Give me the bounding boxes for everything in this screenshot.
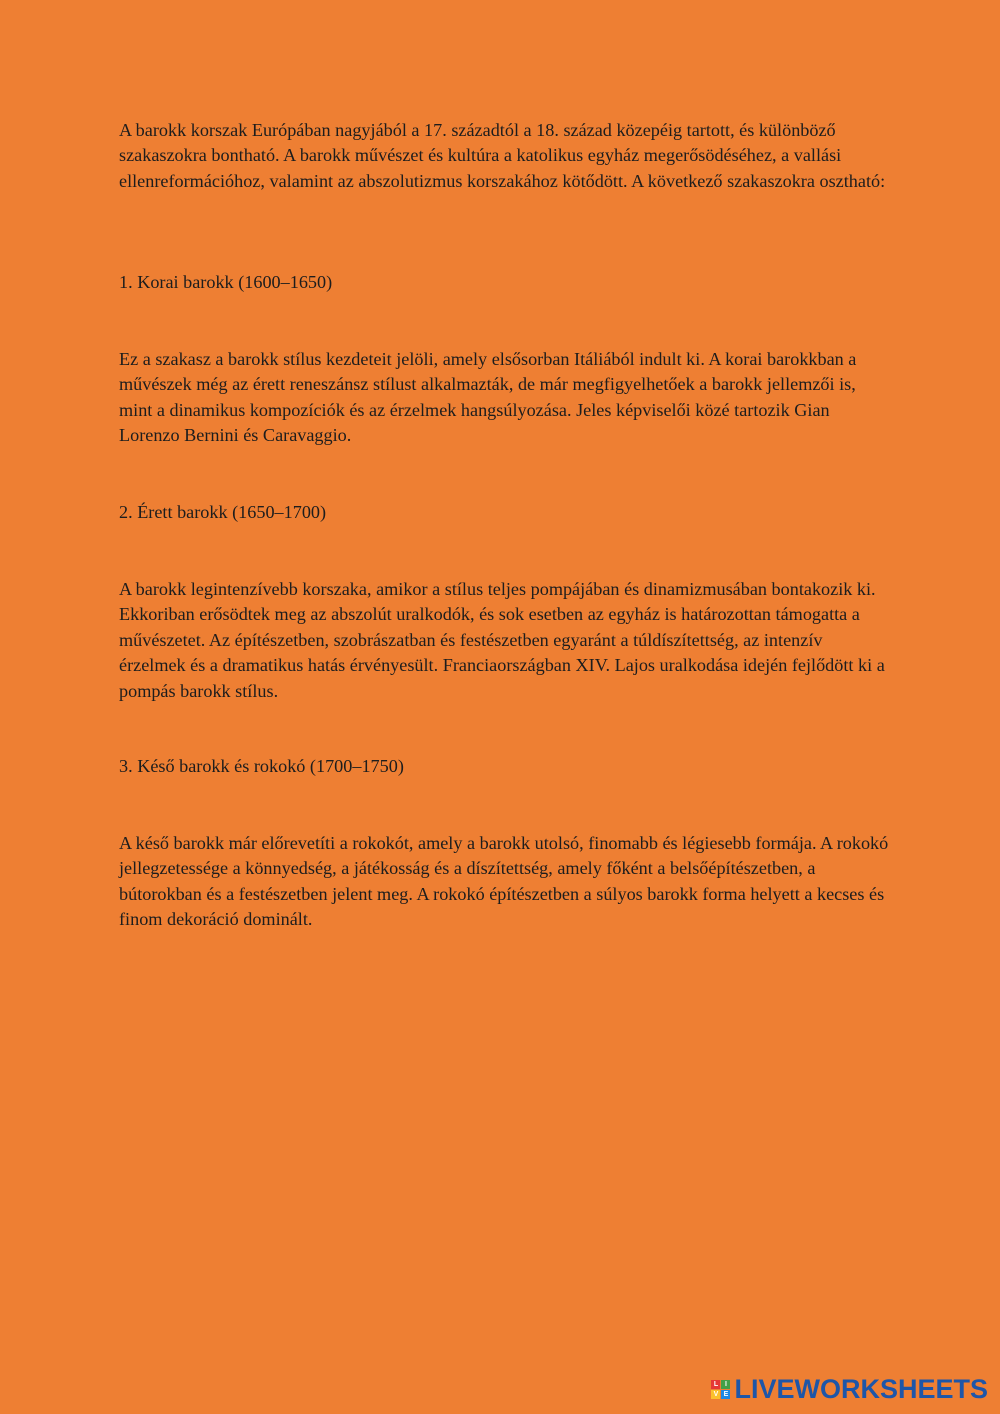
section-heading-late-baroque-rococo: 3. Késő barokk és rokokó (1700–1750) — [119, 756, 404, 776]
section-text-late-baroque-rococo: A késő barokk már előrevetíti a rokokót, amely a barokk utolsó, finomabb és légiesebb formája. A rokokó jellegzetessége a könnyedség, a játékosság és a díszítettség, amely főként a belsőépítészetben, a bútorokban és a festészetben jelent meg. A rokokó építészetben a súlyos barokk forma helyett a kecses és finom dekoráció dominált. — [119, 833, 889, 930]
liveworksheets-logo-icon — [711, 1380, 730, 1399]
logo-icon-letter-e: E — [721, 1390, 730, 1399]
logo-icon-letter-l: L — [711, 1380, 720, 1389]
section-heading-early-baroque: 1. Korai barokk (1600–1650) — [119, 272, 333, 292]
logo-text: LIVEWORKSHEETS — [734, 1373, 988, 1404]
liveworksheets-logo — [711, 1374, 988, 1404]
logo-icon-letter-i: I — [721, 1380, 730, 1389]
section-heading-mature-baroque: 2. Érett barokk (1650–1700) — [119, 502, 327, 522]
section-text-mature-baroque: A barokk legintenzívebb korszaka, amikor a stílus teljes pompájában és dinamizmusában bontakozik ki. Ekkoriban erősödtek meg az abszolút uralkodók, és sok esetben az egyház is határozottan támogatta a művészetet. Az építészetben, szobrászatban és festészetben egyaránt a túldíszítettség, az intenzív érzelmek és a dramatikus hatás érvényesült. Franciaországban XIV. Lajos uralkodása idején fejlődött ki a pompás barokk stílus. — [119, 579, 885, 701]
intro-paragraph: A barokk korszak Európában nagyjából a 17. századtól a 18. század közepéig tartott, és különböző szakaszokra bontható. A barokk művészet és kultúra a katolikus egyház megerősödéséhez, a vallási ellenreformációhoz, valamint az abszolutizmus korszakához kötődött. A következő szakaszokra osztható: — [119, 120, 886, 191]
section-text-early-baroque: Ez a szakasz a barokk stílus kezdeteit jelöli, amely elsősorban Itáliából indult ki. A korai barokkban a művészek még az érett reneszánsz stílust alkalmazták, de már megfigyelhetőek a barokk jellemzői is, mint a dinamikus kompozíciók és az érzelmek hangsúlyozása. Jeles képviselői közé tartozik Gian Lorenzo Bernini és Caravaggio. — [119, 349, 857, 446]
logo-icon-letter-v: V — [711, 1390, 720, 1399]
